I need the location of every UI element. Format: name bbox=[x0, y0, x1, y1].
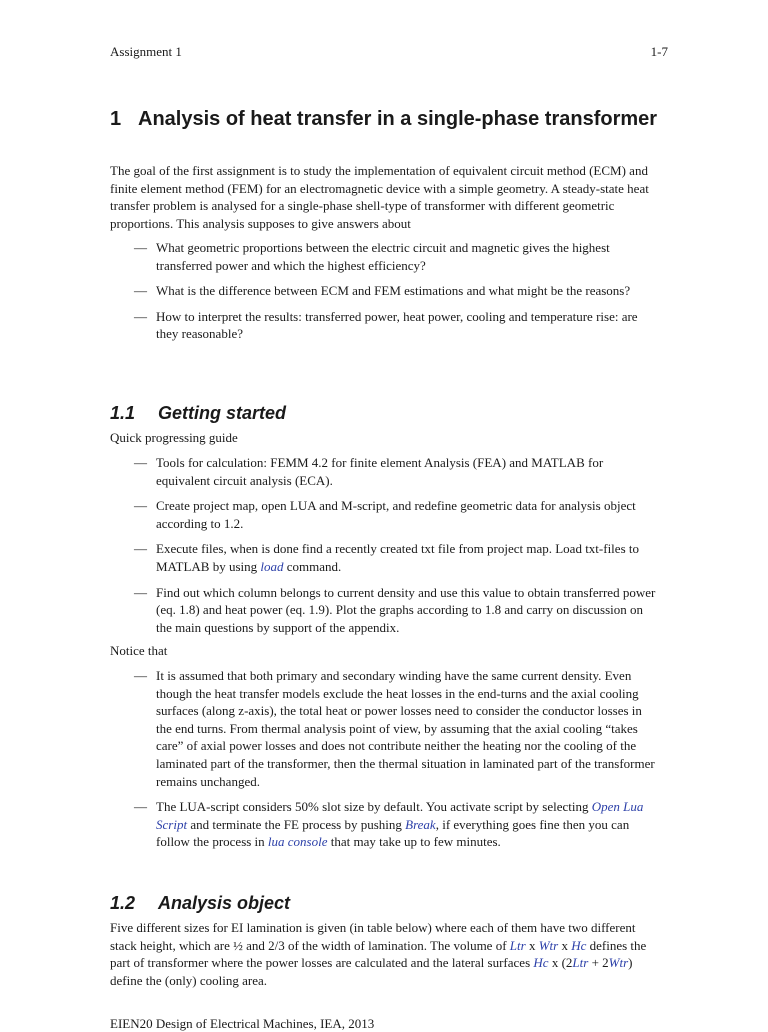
open-lua-script-link[interactable]: Open Lua Script bbox=[156, 799, 644, 832]
guide-lead: Quick progressing guide bbox=[110, 430, 238, 445]
dash-bullet: — bbox=[134, 308, 147, 324]
load-command-link[interactable]: load bbox=[260, 558, 284, 574]
list-item bbox=[134, 584, 656, 637]
text-run: ) define the (only) cooling area. bbox=[110, 955, 633, 988]
list-item bbox=[134, 798, 656, 851]
list-item bbox=[134, 667, 656, 790]
dash-bullet: — bbox=[134, 283, 147, 299]
text-run: Execute files, when is done find a recently created txt file from project map. Load txt-files to MATLAB by using bbox=[156, 541, 639, 574]
list-item-text: What is the difference between ECM and FEM estimations and what might be the reasons? bbox=[156, 283, 631, 299]
list-item bbox=[134, 497, 656, 532]
text-run: x bbox=[525, 937, 539, 953]
section-1-title: Analysis of heat transfer in a single-phase transformer bbox=[138, 108, 658, 130]
list-item-text: How to interpret the results: transferred power, heat power, cooling and temperature rise: are they reasonable? bbox=[156, 308, 638, 342]
section-1-1-number: 1.1 bbox=[110, 403, 136, 423]
variable-ltr: Ltr bbox=[509, 937, 526, 953]
dash-bullet: — bbox=[134, 799, 147, 815]
page-number: 1-7 bbox=[650, 44, 668, 59]
list-item-text bbox=[156, 540, 656, 575]
page-footer: EIEN20 Design of Electrical Machines, IEA, 2013 bbox=[110, 1016, 375, 1031]
notice-lead: Notice that bbox=[110, 643, 168, 658]
lua-console-link[interactable]: lua console bbox=[267, 834, 328, 850]
guide-list bbox=[134, 454, 656, 636]
dash-bullet: — bbox=[134, 541, 147, 557]
list-item bbox=[134, 308, 656, 343]
list-item-text: What geometric proportions between the electric circuit and magnetic gives the highest transferred power and which the highest efficiency? bbox=[156, 240, 610, 273]
section-1-2-title: Analysis object bbox=[158, 893, 291, 913]
variable-hc: Hc bbox=[533, 955, 549, 971]
list-item-text: Find out which column belongs to current density and use this value to obtain transferred power (eq. 1.8) and heat power (eq. 1.9). Plot the graphs according to 1.8 and carry on discussion on the main questions by support of the appendix. bbox=[156, 584, 656, 635]
variable-ltr: Ltr bbox=[572, 955, 589, 971]
variable-hc: Hc bbox=[571, 937, 587, 953]
list-item bbox=[134, 282, 656, 300]
list-item bbox=[134, 454, 656, 489]
text-run: command. bbox=[283, 558, 342, 574]
variable-wtr: Wtr bbox=[608, 955, 629, 971]
text-run: Five different sizes for EI lamination is given (in table below) where each of them have two different stack height, which are ½ and 2/3 of the width of lamination. The volume of bbox=[110, 920, 636, 953]
list-item-text: Tools for calculation: FEMM 4.2 for finite element Analysis (FEA) and MATLAB for equivalent circuit analysis (ECA). bbox=[156, 455, 604, 488]
text-run: that may take up to few minutes. bbox=[327, 834, 501, 850]
running-header-left: Assignment 1 bbox=[110, 44, 182, 59]
section-1-1-heading bbox=[110, 403, 286, 424]
break-link[interactable]: Break bbox=[405, 816, 436, 832]
text-run: , if everything goes fine then you can follow the process in bbox=[156, 816, 630, 850]
text-run: x (2 bbox=[548, 955, 573, 971]
text-run: and terminate the FE process by pushing bbox=[187, 816, 406, 832]
variable-wtr: Wtr bbox=[538, 937, 559, 953]
text-run: x bbox=[558, 937, 572, 953]
dash-bullet: — bbox=[134, 584, 147, 600]
text-run: The LUA-script considers 50% slot size by default. You activate script by selecting bbox=[156, 799, 592, 815]
text-run: + 2 bbox=[588, 955, 609, 971]
section-1-intro: The goal of the first assignment is to study the implementation of equivalent circuit method (ECM) and finite element method (FEM) for an electromagnetic device with a simple geometry. A steady-state heat transfer problem is analysed for a single-phase shell-type of transformer with different geometric proportions. This analysis supposes to give answers about bbox=[110, 163, 649, 231]
section-1-number: 1 bbox=[110, 108, 122, 130]
list-item-text bbox=[156, 798, 656, 851]
list-item-text: It is assumed that both primary and secondary winding have the same current density. Even though the heat transfer models exclude the heat losses in the end-turns and the axial cooling surfaces (along z-axis), the total heat or power losses need to consider the conductor losses in the end turns. From thermal analysis point of view, by assuming that the axial cooling “takes care” of axial power losses and does not contribute neither the heating nor the cooling of the laminated part of the transformer, then the thermal situation in laminated part of the transformer remains unchanged. bbox=[156, 668, 655, 789]
section-1-1-title: Getting started bbox=[158, 403, 287, 423]
list-item bbox=[134, 540, 656, 575]
section-1-2-heading bbox=[110, 893, 290, 914]
notice-list bbox=[134, 667, 656, 851]
list-item-text: Create project map, open LUA and M-script, and redefine geometric data for analysis object according to 1.2. bbox=[156, 498, 636, 531]
text-run: defines the part of transformer where the power losses are calculated and the lateral surfaces bbox=[110, 937, 647, 971]
analysis-object-paragraph bbox=[110, 919, 655, 989]
dash-bullet: — bbox=[134, 668, 147, 683]
dash-bullet: — bbox=[134, 240, 147, 255]
dash-bullet: — bbox=[134, 498, 147, 514]
section-1-heading bbox=[110, 106, 670, 133]
question-list bbox=[134, 239, 656, 343]
list-item bbox=[134, 239, 656, 274]
section-1-2-number: 1.2 bbox=[110, 893, 136, 913]
dash-bullet: — bbox=[134, 455, 147, 470]
